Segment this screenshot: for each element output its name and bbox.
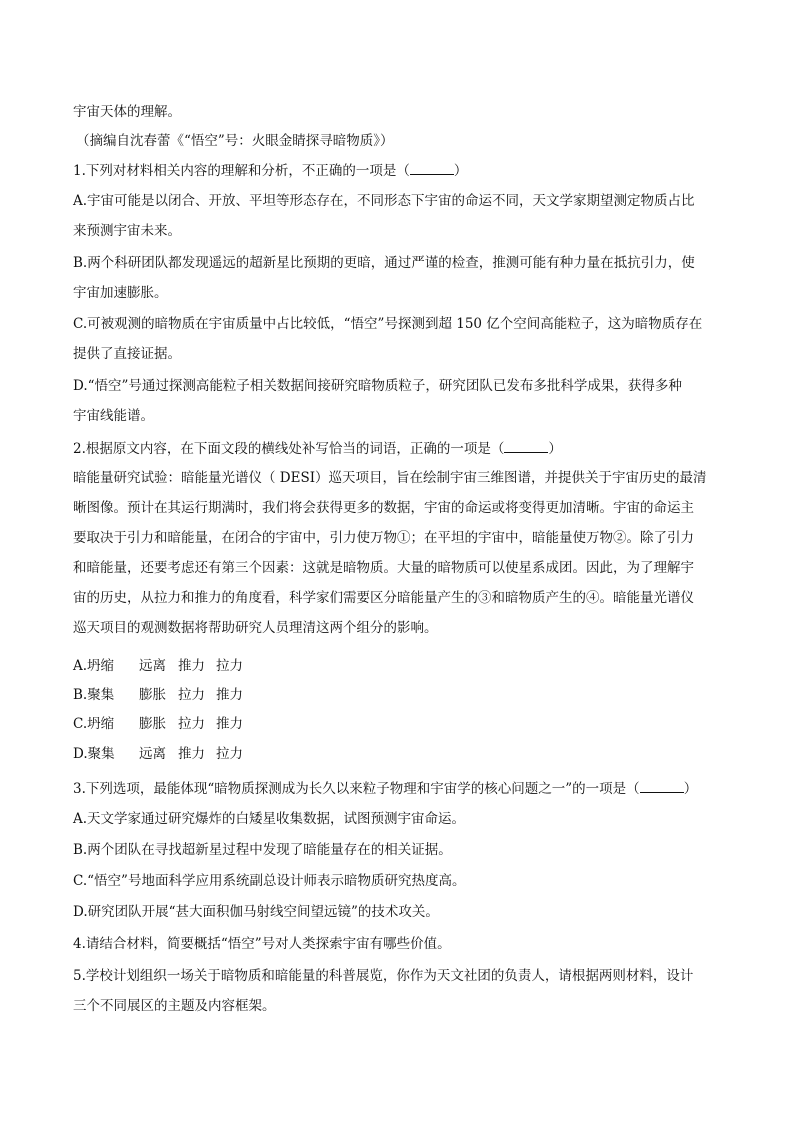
option-word: 拉力	[178, 716, 205, 732]
question-5-line-1: 5.学校计划组织一场关于暗物质和暗能量的科普展览，你作为天文社团的负责人，请根据两则材料，设计	[73, 968, 694, 984]
question-5-line-2: 三个不同展区的主题及内容框架。	[73, 998, 276, 1014]
passage-line: 和暗能量，还要考虑还有第三个因素：这就是暗物质。大量的暗物质可以使星系成团。因此，为了理解宇	[73, 560, 694, 576]
option-word: 膨胀	[139, 687, 166, 703]
option-word: 膨胀	[139, 716, 166, 732]
option-row-c	[73, 714, 243, 734]
option-d-line-2: 宇宙线能谱。	[73, 408, 154, 424]
option-c: C.“悟空”号地面科学应用系统副总设计师表示暗物质研究热度高。	[73, 873, 466, 889]
option-word: 推力	[216, 687, 243, 703]
option-row-a	[73, 656, 243, 676]
option-word: 推力	[216, 716, 243, 732]
option-b-line-2: 宇宙加速膨胀。	[73, 285, 168, 301]
text-line: 宇宙天体的理解。	[73, 104, 181, 120]
option-row-b	[73, 685, 243, 705]
passage-line: 要取决于引力和暗能量，在闭合的宇宙中，引力使万物①；在平坦的宇宙中，暗能量使万物②。除了引力	[73, 530, 694, 546]
passage-line: 晰图像。预计在其运行期满时，我们将会获得更多的数据，宇宙的命运或将变得更加清晰。宇宙的命运主	[73, 500, 694, 516]
source-citation: （摘编自沈春蕾《“悟空”号：火眼金睛探寻暗物质》）	[76, 133, 394, 149]
question-3	[73, 779, 697, 799]
question-1	[73, 161, 467, 181]
option-word: 拉力	[216, 658, 243, 674]
option-word: 推力	[178, 746, 205, 762]
question-4: 4.请结合材料，简要概括“悟空”号对人类探索宇宙有哪些价值。	[73, 936, 451, 952]
option-a-line-2: 来预测宇宙未来。	[73, 223, 181, 239]
answer-blank	[640, 779, 684, 793]
option-b-line-1: B.两个科研团队都发现遥远的超新星比预期的更暗，通过严谨的检查，推测可能有种力量在抵抗引力，使	[73, 255, 695, 271]
option-word: 远离	[139, 746, 166, 762]
option-word: B.聚集	[73, 687, 115, 703]
option-word: D.聚集	[73, 746, 115, 762]
option-a-line-1: A.宇宙可能是以闭合、开放、平坦等形态存在，不同形态下宇宙的命运不同，天文学家期望测定物质占比	[73, 193, 695, 209]
passage-line: 宙的历史，从拉力和推力的角度看，科学家们需要区分暗能量产生的③和暗物质产生的④。暗能量光谱仪	[73, 590, 694, 606]
option-d: D.研究团队开展“甚大面积伽马射线空间望远镜”的技术攻关。	[73, 904, 439, 920]
option-word: A.坍缩	[73, 658, 115, 674]
question-text: 1.下列对材料相关内容的理解和分析，不正确的一项是（	[73, 163, 410, 179]
option-row-d	[73, 744, 243, 764]
option-word: 远离	[139, 658, 166, 674]
option-word: 拉力	[178, 687, 205, 703]
question-close: ）	[453, 163, 468, 179]
passage-line: 巡天项目的观测数据将帮助研究人员理清这两个组分的影响。	[73, 620, 438, 636]
question-close: ）	[683, 781, 698, 797]
question-close: ）	[548, 441, 562, 457]
question-text: 2.根据原文内容，在下面文段的横线处补写恰当的词语，正确的一项是（	[73, 441, 505, 457]
option-b: B.两个团队在寻找超新星过程中发现了暗能量存在的相关证据。	[73, 842, 452, 858]
option-c-line-1: C.可被观测的暗物质在宇宙质量中占比较低，“悟空”号探测到超 150 亿个空间高能粒子，这为暗物质存在	[73, 316, 703, 332]
option-a: A.天文学家通过研究爆炸的白矮星收集数据，试图预测宇宙命运。	[73, 811, 466, 827]
option-word: 拉力	[216, 746, 243, 762]
option-d-line-1: D.“悟空”号通过探测高能粒子相关数据间接研究暗物质粒子，研究团队已发布多批科学成果，获得多种	[73, 378, 682, 394]
answer-blank	[504, 439, 548, 453]
passage-line: 暗能量研究试验：暗能量光谱仪（ DESI）巡天项目，旨在绘制宇宙三维图谱，并提供关于宇宙历史的最清	[73, 470, 707, 486]
question-2	[73, 439, 562, 459]
option-c-line-2: 提供了直接证据。	[73, 346, 181, 362]
answer-blank	[410, 161, 454, 175]
option-word: C.坍缩	[73, 716, 115, 732]
option-word: 推力	[178, 658, 205, 674]
question-text: 3.下列选项，最能体现“暗物质探测成为长久以来粒子物理和宇宙学的核心问题之一”的一项是（	[73, 781, 640, 797]
